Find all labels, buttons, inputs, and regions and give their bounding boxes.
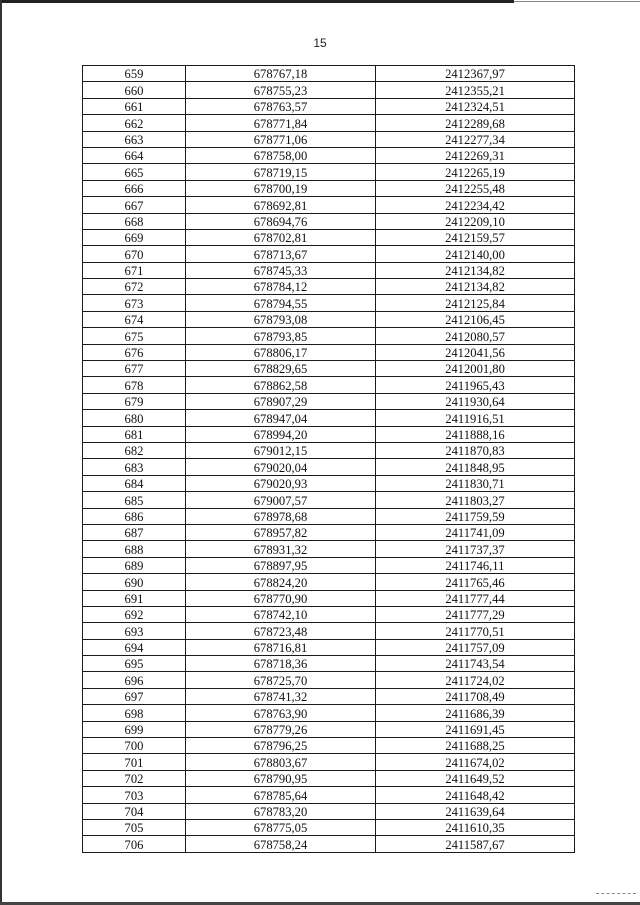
table-row [83, 279, 575, 295]
point-number-cell: 678 [83, 377, 186, 393]
x-coordinate-cell: 678742,10 [186, 606, 376, 622]
table-row [83, 836, 575, 852]
x-coordinate-cell: 678790,95 [186, 770, 376, 786]
y-coordinate-cell: 2412277,34 [376, 131, 575, 147]
point-number-cell: 669 [83, 229, 186, 245]
point-number-cell: 663 [83, 131, 186, 147]
x-coordinate-cell: 678771,84 [186, 115, 376, 131]
y-coordinate-cell: 2412140,00 [376, 246, 575, 262]
x-coordinate-cell: 678803,67 [186, 754, 376, 770]
point-number-cell: 685 [83, 492, 186, 508]
x-coordinate-cell: 678978,68 [186, 508, 376, 524]
table-row [83, 492, 575, 508]
x-coordinate-cell: 678718,36 [186, 656, 376, 672]
y-coordinate-cell: 2412355,21 [376, 82, 575, 98]
y-coordinate-cell: 2411848,95 [376, 459, 575, 475]
x-coordinate-cell: 678716,81 [186, 639, 376, 655]
x-coordinate-cell: 678783,20 [186, 803, 376, 819]
table-row [83, 459, 575, 475]
table-row [83, 295, 575, 311]
y-coordinate-cell: 2411686,39 [376, 705, 575, 721]
x-coordinate-cell: 678692,81 [186, 197, 376, 213]
table-row [83, 82, 575, 98]
point-number-cell: 697 [83, 688, 186, 704]
table-row [83, 213, 575, 229]
x-coordinate-cell: 678723,48 [186, 623, 376, 639]
x-coordinate-cell: 678796,25 [186, 738, 376, 754]
point-number-cell: 701 [83, 754, 186, 770]
table-row [83, 393, 575, 409]
table-row [83, 377, 575, 393]
y-coordinate-cell: 2412134,82 [376, 262, 575, 278]
point-number-cell: 706 [83, 836, 186, 852]
table-row [83, 131, 575, 147]
point-number-cell: 668 [83, 213, 186, 229]
point-number-cell: 666 [83, 180, 186, 196]
point-number-cell: 702 [83, 770, 186, 786]
point-number-cell: 690 [83, 574, 186, 590]
x-coordinate-cell: 678770,90 [186, 590, 376, 606]
x-coordinate-cell: 678897,95 [186, 557, 376, 573]
table-row [83, 541, 575, 557]
x-coordinate-cell: 678771,06 [186, 131, 376, 147]
y-coordinate-cell: 2411737,37 [376, 541, 575, 557]
point-number-cell: 689 [83, 557, 186, 573]
point-number-cell: 681 [83, 426, 186, 442]
point-number-cell: 686 [83, 508, 186, 524]
table-row [83, 508, 575, 524]
table-row [83, 115, 575, 131]
point-number-cell: 696 [83, 672, 186, 688]
y-coordinate-cell: 2411916,51 [376, 410, 575, 426]
table-row [83, 246, 575, 262]
page-number: 15 [313, 36, 327, 50]
y-coordinate-cell: 2411870,83 [376, 442, 575, 458]
point-number-cell: 667 [83, 197, 186, 213]
point-number-cell: 676 [83, 344, 186, 360]
point-number-cell: 675 [83, 328, 186, 344]
scan-edge-left [0, 0, 2, 905]
table-row [83, 721, 575, 737]
x-coordinate-cell: 678702,81 [186, 229, 376, 245]
y-coordinate-cell: 2411743,54 [376, 656, 575, 672]
point-number-cell: 688 [83, 541, 186, 557]
x-coordinate-cell: 678719,15 [186, 164, 376, 180]
y-coordinate-cell: 2412106,45 [376, 311, 575, 327]
y-coordinate-cell: 2412209,10 [376, 213, 575, 229]
y-coordinate-cell: 2411688,25 [376, 738, 575, 754]
point-number-cell: 661 [83, 98, 186, 114]
table-row [83, 262, 575, 278]
x-coordinate-cell: 678745,33 [186, 262, 376, 278]
coordinates-table [82, 65, 575, 853]
x-coordinate-cell: 678793,08 [186, 311, 376, 327]
table-row [83, 180, 575, 196]
x-coordinate-cell: 678694,76 [186, 213, 376, 229]
point-number-cell: 703 [83, 787, 186, 803]
y-coordinate-cell: 2411757,09 [376, 639, 575, 655]
y-coordinate-cell: 2411965,43 [376, 377, 575, 393]
table-row [83, 311, 575, 327]
point-number-cell: 662 [83, 115, 186, 131]
y-coordinate-cell: 2412255,48 [376, 180, 575, 196]
y-coordinate-cell: 2411741,09 [376, 524, 575, 540]
y-coordinate-cell: 2412265,19 [376, 164, 575, 180]
scan-edge-top-faint [514, 1, 640, 2]
table-row [83, 574, 575, 590]
y-coordinate-cell: 2411648,42 [376, 787, 575, 803]
x-coordinate-cell: 678784,12 [186, 279, 376, 295]
y-coordinate-cell: 2411674,02 [376, 754, 575, 770]
y-coordinate-cell: 2412080,57 [376, 328, 575, 344]
table-row [83, 557, 575, 573]
table-row [83, 410, 575, 426]
table-row [83, 475, 575, 491]
table-row [83, 738, 575, 754]
x-coordinate-cell: 678775,05 [186, 819, 376, 835]
table-row [83, 147, 575, 163]
table-row [83, 819, 575, 835]
x-coordinate-cell: 678755,23 [186, 82, 376, 98]
x-coordinate-cell: 678767,18 [186, 66, 376, 82]
x-coordinate-cell: 679007,57 [186, 492, 376, 508]
x-coordinate-cell: 678824,20 [186, 574, 376, 590]
point-number-cell: 683 [83, 459, 186, 475]
table-row [83, 164, 575, 180]
table-row [83, 754, 575, 770]
point-number-cell: 687 [83, 524, 186, 540]
table-row [83, 639, 575, 655]
y-coordinate-cell: 2411639,64 [376, 803, 575, 819]
x-coordinate-cell: 678741,32 [186, 688, 376, 704]
y-coordinate-cell: 2412269,31 [376, 147, 575, 163]
point-number-cell: 694 [83, 639, 186, 655]
x-coordinate-cell: 678758,24 [186, 836, 376, 852]
y-coordinate-cell: 2412367,97 [376, 66, 575, 82]
x-coordinate-cell: 678700,19 [186, 180, 376, 196]
point-number-cell: 680 [83, 410, 186, 426]
y-coordinate-cell: 2411610,35 [376, 819, 575, 835]
y-coordinate-cell: 2411746,11 [376, 557, 575, 573]
y-coordinate-cell: 2411691,45 [376, 721, 575, 737]
table-row [83, 688, 575, 704]
y-coordinate-cell: 2412234,42 [376, 197, 575, 213]
y-coordinate-cell: 2412289,68 [376, 115, 575, 131]
table-row [83, 426, 575, 442]
point-number-cell: 695 [83, 656, 186, 672]
x-coordinate-cell: 678758,00 [186, 147, 376, 163]
y-coordinate-cell: 2411930,64 [376, 393, 575, 409]
y-coordinate-cell: 2412134,82 [376, 279, 575, 295]
table-row [83, 442, 575, 458]
x-coordinate-cell: 678725,70 [186, 672, 376, 688]
x-coordinate-cell: 678829,65 [186, 361, 376, 377]
y-coordinate-cell: 2411830,71 [376, 475, 575, 491]
point-number-cell: 684 [83, 475, 186, 491]
table-row [83, 623, 575, 639]
y-coordinate-cell: 2411777,29 [376, 606, 575, 622]
point-number-cell: 673 [83, 295, 186, 311]
point-number-cell: 692 [83, 606, 186, 622]
y-coordinate-cell: 2411765,46 [376, 574, 575, 590]
y-coordinate-cell: 2411708,49 [376, 688, 575, 704]
table-row [83, 344, 575, 360]
scan-artifact-dash [596, 893, 636, 894]
table-row [83, 705, 575, 721]
x-coordinate-cell: 678907,29 [186, 393, 376, 409]
point-number-cell: 700 [83, 738, 186, 754]
y-coordinate-cell: 2412324,51 [376, 98, 575, 114]
y-coordinate-cell: 2411759,59 [376, 508, 575, 524]
point-number-cell: 665 [83, 164, 186, 180]
table-row [83, 787, 575, 803]
x-coordinate-cell: 678931,32 [186, 541, 376, 557]
table-row [83, 590, 575, 606]
coordinates-table-body [83, 66, 575, 853]
y-coordinate-cell: 2411587,67 [376, 836, 575, 852]
x-coordinate-cell: 678779,26 [186, 721, 376, 737]
table-row [83, 328, 575, 344]
x-coordinate-cell: 678806,17 [186, 344, 376, 360]
x-coordinate-cell: 679020,04 [186, 459, 376, 475]
point-number-cell: 705 [83, 819, 186, 835]
x-coordinate-cell: 678862,58 [186, 377, 376, 393]
x-coordinate-cell: 678947,04 [186, 410, 376, 426]
y-coordinate-cell: 2411724,02 [376, 672, 575, 688]
point-number-cell: 682 [83, 442, 186, 458]
x-coordinate-cell: 678713,67 [186, 246, 376, 262]
point-number-cell: 660 [83, 82, 186, 98]
table-row [83, 606, 575, 622]
table-row [83, 672, 575, 688]
x-coordinate-cell: 678763,90 [186, 705, 376, 721]
table-row [83, 197, 575, 213]
scan-edge-top [0, 0, 514, 3]
table-row [83, 770, 575, 786]
point-number-cell: 677 [83, 361, 186, 377]
table-row [83, 524, 575, 540]
point-number-cell: 664 [83, 147, 186, 163]
point-number-cell: 699 [83, 721, 186, 737]
point-number-cell: 670 [83, 246, 186, 262]
y-coordinate-cell: 2411888,16 [376, 426, 575, 442]
x-coordinate-cell: 678785,64 [186, 787, 376, 803]
point-number-cell: 674 [83, 311, 186, 327]
point-number-cell: 693 [83, 623, 186, 639]
point-number-cell: 691 [83, 590, 186, 606]
y-coordinate-cell: 2411803,27 [376, 492, 575, 508]
x-coordinate-cell: 679012,15 [186, 442, 376, 458]
table-row [83, 803, 575, 819]
x-coordinate-cell: 679020,93 [186, 475, 376, 491]
x-coordinate-cell: 678794,55 [186, 295, 376, 311]
y-coordinate-cell: 2411649,52 [376, 770, 575, 786]
table-row [83, 66, 575, 82]
point-number-cell: 672 [83, 279, 186, 295]
point-number-cell: 704 [83, 803, 186, 819]
x-coordinate-cell: 678957,82 [186, 524, 376, 540]
y-coordinate-cell: 2412001,80 [376, 361, 575, 377]
point-number-cell: 671 [83, 262, 186, 278]
table-row [83, 229, 575, 245]
y-coordinate-cell: 2411770,51 [376, 623, 575, 639]
x-coordinate-cell: 678763,57 [186, 98, 376, 114]
table-row [83, 656, 575, 672]
y-coordinate-cell: 2411777,44 [376, 590, 575, 606]
y-coordinate-cell: 2412041,56 [376, 344, 575, 360]
point-number-cell: 659 [83, 66, 186, 82]
point-number-cell: 679 [83, 393, 186, 409]
point-number-cell: 698 [83, 705, 186, 721]
table-row [83, 98, 575, 114]
y-coordinate-cell: 2412125,84 [376, 295, 575, 311]
x-coordinate-cell: 678793,85 [186, 328, 376, 344]
x-coordinate-cell: 678994,20 [186, 426, 376, 442]
table-row [83, 361, 575, 377]
y-coordinate-cell: 2412159,57 [376, 229, 575, 245]
